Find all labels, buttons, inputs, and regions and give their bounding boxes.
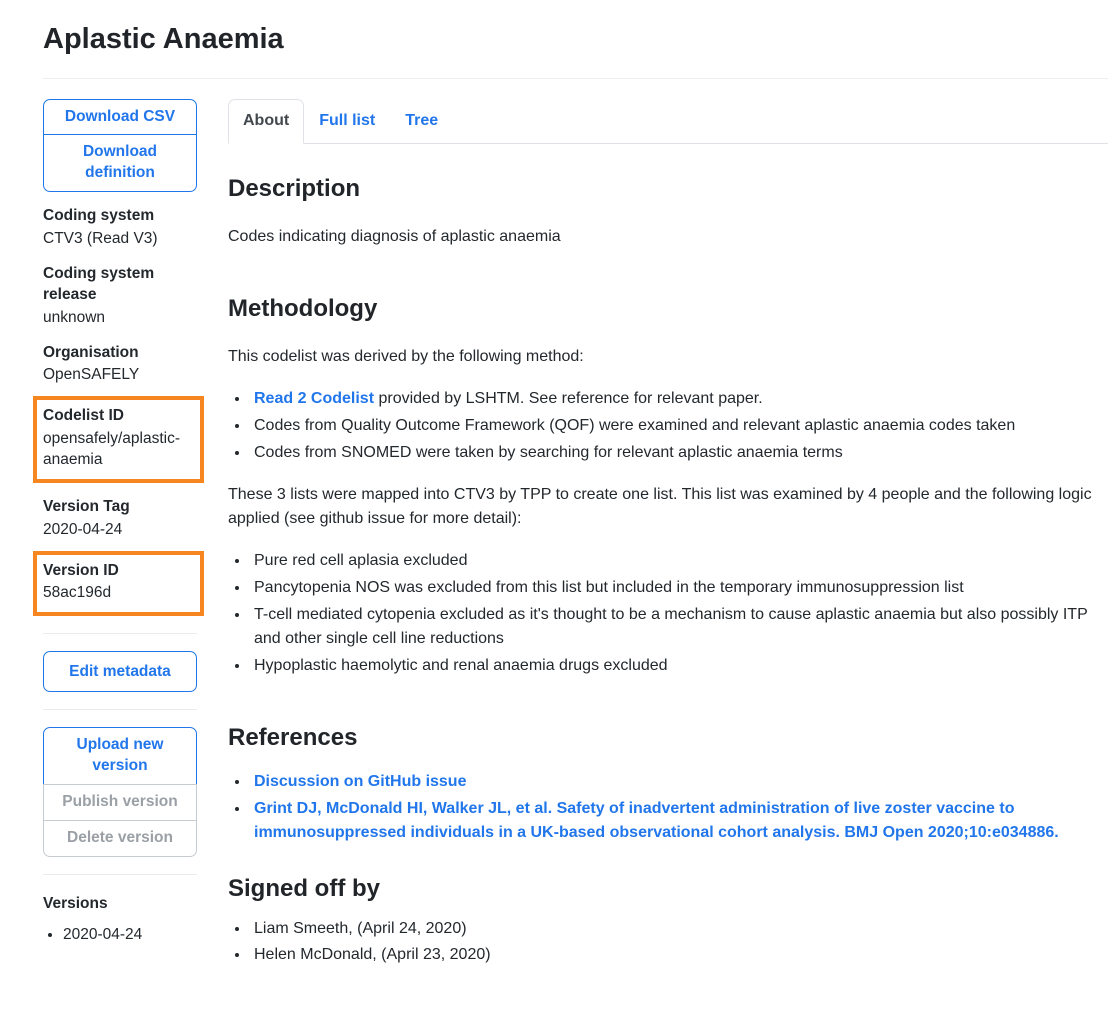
edit-metadata-button[interactable]: Edit metadata xyxy=(43,651,197,692)
meta-value: CTV3 (Read V3) xyxy=(43,229,158,247)
logic-list xyxy=(228,549,1108,678)
meta-value: opensafely/aplastic-anaemia xyxy=(43,429,180,469)
sidebar xyxy=(43,99,197,947)
signed-off-item: • Helen McDonald, (April 23, 2020) xyxy=(250,943,1108,967)
methodology-intro: This codelist was derived by the following method: xyxy=(228,347,584,365)
title-divider xyxy=(43,78,1108,79)
method-list xyxy=(228,387,1108,465)
tab-bar xyxy=(228,99,1108,144)
references-list xyxy=(228,770,1108,845)
meta-label: Coding system xyxy=(43,207,155,225)
meta-organisation xyxy=(43,342,197,386)
metadata-list xyxy=(43,205,197,616)
upload-new-version-button[interactable]: Upload new version xyxy=(43,727,197,785)
download-csv-button[interactable]: Download CSV xyxy=(43,99,197,136)
sidebar-divider xyxy=(43,633,197,634)
methodology-paragraph: These 3 lists were mapped into CTV3 by TPP to create one list. This list was examined by 4 people and the following logic applied (see github issue for more detail): xyxy=(228,485,1092,527)
description-heading: Description xyxy=(228,174,361,202)
meta-value: 2020-04-24 xyxy=(43,520,123,538)
signed-off-list xyxy=(228,917,1108,967)
meta-label: Organisation xyxy=(43,343,139,361)
signed-off-heading: Signed off by xyxy=(228,874,380,902)
tab-tree[interactable]: Tree xyxy=(405,111,439,129)
meta-value: OpenSAFELY xyxy=(43,366,140,384)
meta-value: 58ac196d xyxy=(43,584,112,602)
meta-value: unknown xyxy=(43,309,106,327)
reference-list-item xyxy=(250,797,1108,845)
version-actions-group xyxy=(43,727,197,857)
download-definition-button[interactable]: Download definition xyxy=(43,134,197,192)
meta-label: Codelist ID xyxy=(43,407,124,425)
tab-about[interactable]: About xyxy=(228,99,304,144)
meta-codelist-id-highlighted xyxy=(33,396,204,483)
bmj-paper-link[interactable]: Grint DJ, McDonald HI, Walker JL, et al. Safety of inadvertent administration of live zoster vaccine to immunosuppressed individuals in a UK-based observational cohort analysis. BMJ Open 2020;10:e034886. xyxy=(254,799,1059,841)
method-item-text: provided by LSHTM. See reference for relevant paper. xyxy=(374,389,763,407)
meta-coding-system-release xyxy=(43,263,197,329)
version-list-item[interactable]: • 2020-04-24 xyxy=(63,923,197,946)
logic-list-item: • T-cell mediated cytopenia excluded as it's thought to be a mechanism to cause aplastic anaemia but also possibly ITP and other single cell line reductions xyxy=(250,603,1108,651)
tab-full-list[interactable]: Full list xyxy=(319,111,376,129)
method-list-item: • Codes from SNOMED were taken by searching for relevant aplastic anaemia terms xyxy=(250,441,1108,465)
sidebar-divider xyxy=(43,709,197,710)
versions-list xyxy=(43,923,197,946)
github-issue-link[interactable]: Discussion on GitHub issue xyxy=(254,772,467,790)
publish-version-button[interactable]: Publish version xyxy=(43,784,197,821)
logic-list-item: • Pure red cell aplasia excluded xyxy=(250,549,1108,573)
sidebar-divider xyxy=(43,874,197,875)
signed-off-item: • Liam Smeeth, (April 24, 2020) xyxy=(250,917,1108,941)
method-list-item xyxy=(250,387,1108,411)
meta-label: Version ID xyxy=(43,561,119,579)
meta-coding-system xyxy=(43,205,197,249)
about-tab-panel xyxy=(228,171,1108,1015)
method-list-item: • Codes from Quality Outcome Framework (QOF) were examined and relevant aplastic anaemia codes taken xyxy=(250,414,1108,438)
read2-codelist-link[interactable]: Read 2 Codelist xyxy=(254,389,375,407)
main-content xyxy=(228,99,1108,1015)
page-title: Aplastic Anaemia xyxy=(43,23,284,55)
logic-list-item: • Hypoplastic haemolytic and renal anaemia drugs excluded xyxy=(250,654,1108,678)
methodology-heading: Methodology xyxy=(228,294,378,322)
download-button-group xyxy=(43,99,197,193)
meta-label: Coding system release xyxy=(43,264,155,304)
references-heading: References xyxy=(228,723,358,751)
delete-version-button[interactable]: Delete version xyxy=(43,820,197,857)
description-text: Codes indicating diagnosis of aplastic anaemia xyxy=(228,227,561,245)
logic-list-item: • Pancytopenia NOS was excluded from this list but included in the temporary immunosuppression list xyxy=(250,576,1108,600)
meta-label: Version Tag xyxy=(43,498,130,516)
meta-version-id-highlighted xyxy=(33,551,204,616)
reference-list-item xyxy=(250,770,1108,794)
versions-heading: Versions xyxy=(43,894,108,912)
meta-version-tag xyxy=(43,496,197,540)
